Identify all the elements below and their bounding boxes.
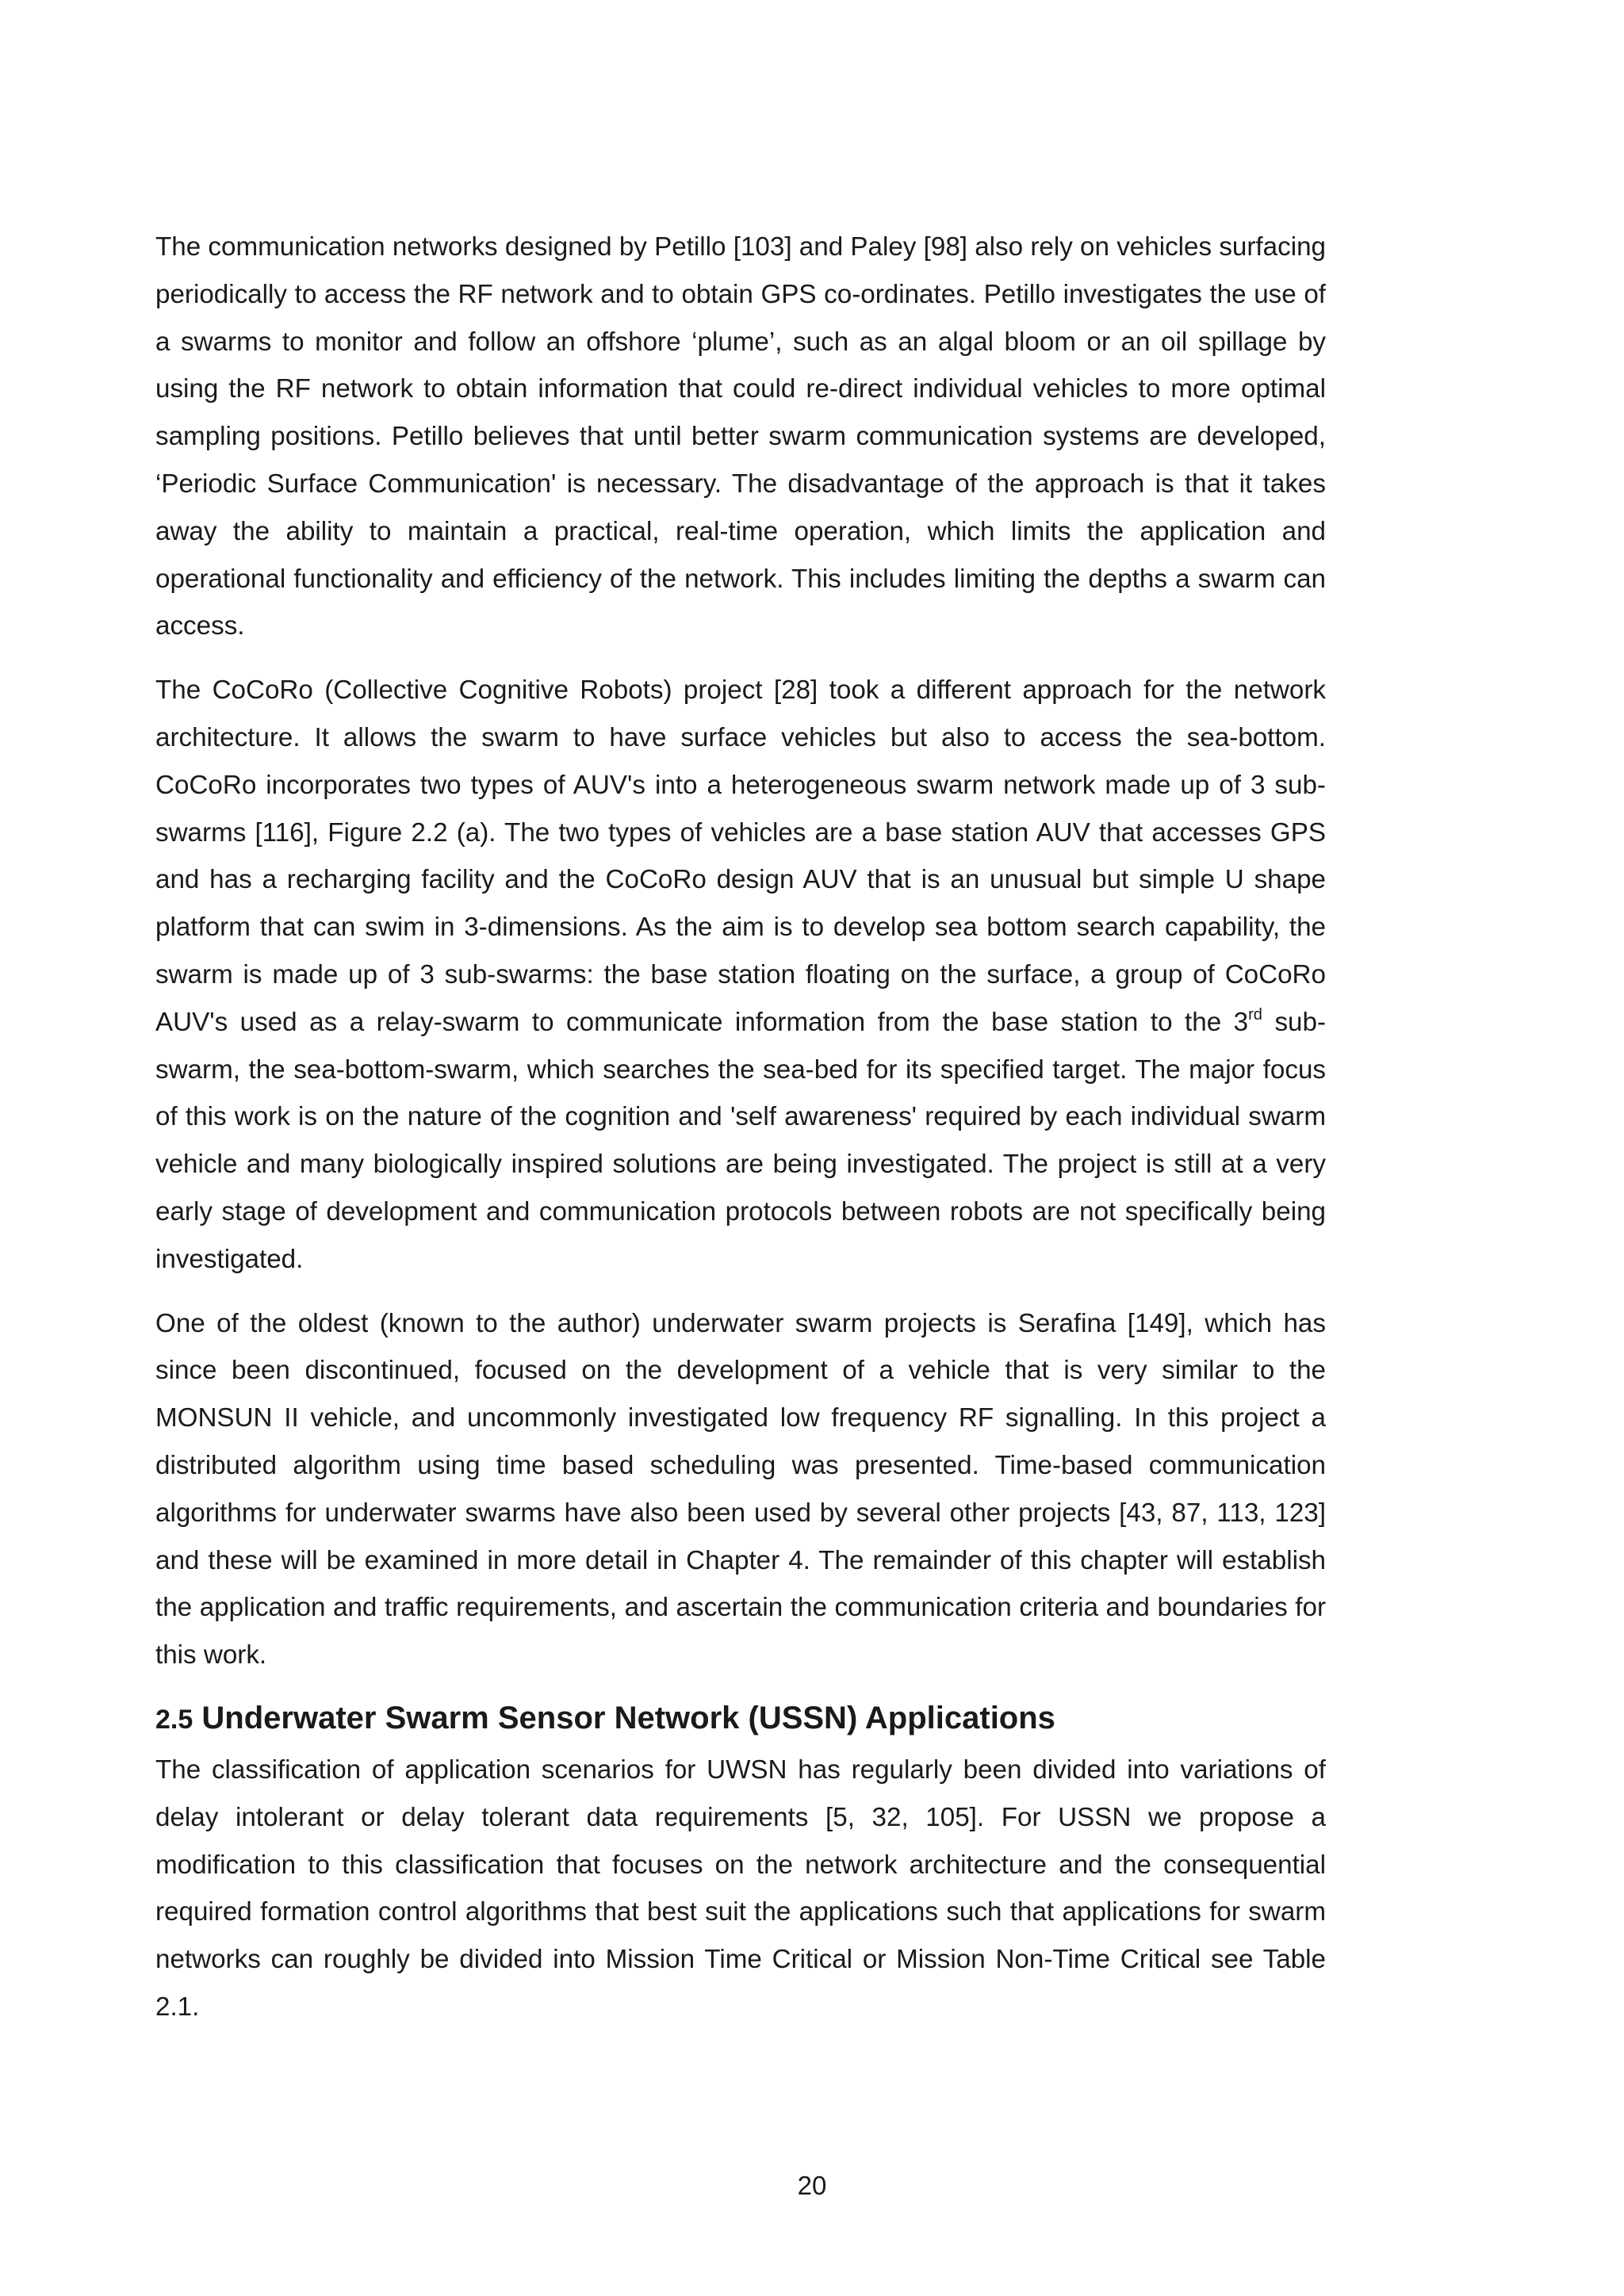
section-number: 2.5 [155, 1704, 193, 1735]
section-heading [155, 1696, 1326, 1742]
page-number: 20 [797, 2171, 827, 2200]
paragraph-cocoro-text-end: sub-swarm, the sea-bottom-swarm, which searches the sea-bed for its specified target. The major focus of this work is on the nature of the cognition and 'self awareness' required by each individual swarm vehicle and many biologically inspired solutions are being investigated. The project is still at a very early stage of development and communication protocols between robots are not specifically being investigated. [155, 1007, 1327, 1274]
paragraph-cocoro [155, 667, 1326, 1283]
paragraph-serafina: One of the oldest (known to the author) underwater swarm projects is Serafina [149], which has since been discontinued, focused on the development of a vehicle that is very similar to the MONSUN II vehicle, and uncommonly investigated low frequency RF signalling. In this project a distributed algorithm using time based scheduling was presented. Time-based communication algorithms for underwater swarms have also been used by several other projects [43, 87, 113, 123] and these will be examined in more detail in Chapter 4. The remainder of this chapter will establish the application and traffic requirements, and ascertain the communication criteria and boundaries for this work. [155, 1308, 1326, 1670]
paragraph-petillo: The communication networks designed by Petillo [103] and Paley [98] also rely on vehicles surfacing periodically to access the RF network and to obtain GPS co-ordinates. Petillo investigates the use of a swarms to monitor and follow an offshore ‘plume’, such as an algal bloom or an oil spillage by using the RF network to obtain information that could re-direct individual vehicles to more optimal sampling positions. Petillo believes that until better swarm communication systems are developed, ‘Periodic Surface Communication' is necessary. The disadvantage of the approach is that it takes away the ability to maintain a practical, real-time operation, which limits the application and operational functionality and efficiency of the network. This includes limiting the depths a swarm can access. [155, 232, 1326, 641]
section-title: Underwater Swarm Sensor Network (USSN) Applications [201, 1700, 1055, 1735]
superscript-ordinal: rd [1248, 1005, 1262, 1024]
paragraph-cocoro-text-start: The CoCoRo (Collective Cognitive Robots) project [28] took a different approach for the network architecture. It allows the swarm to have surface vehicles but also to access the sea-bottom. CoCoRo incorporates two types of AUV's into a heterogeneous swarm network made up of 3 sub-swarms [116], Figure 2.2 (a). The two types of vehicles are a base station AUV that accesses GPS and has a recharging facility and the CoCoRo design AUV that is an unusual but simple U shape platform that can swim in 3-dimensions. As the aim is to develop sea bottom search capability, the swarm is made up of 3 sub-swarms: the base station floating on the surface, a group of CoCoRo AUV's used as a relay-swarm to communicate information from the base station to the 3 [155, 675, 1326, 1037]
page-body [155, 224, 1326, 2048]
paragraph-applications: The classification of application scenarios for UWSN has regularly been divided into variations of delay intolerant or delay tolerant data requirements [5, 32, 105]. For USSN we propose a modification to this classification that focuses on the network architecture and the consequential required formation control algorithms that best suit the applications such that applications for swarm networks can roughly be divided into Mission Time Critical or Mission Non-Time Critical see Table 2.1. [155, 1755, 1326, 2022]
